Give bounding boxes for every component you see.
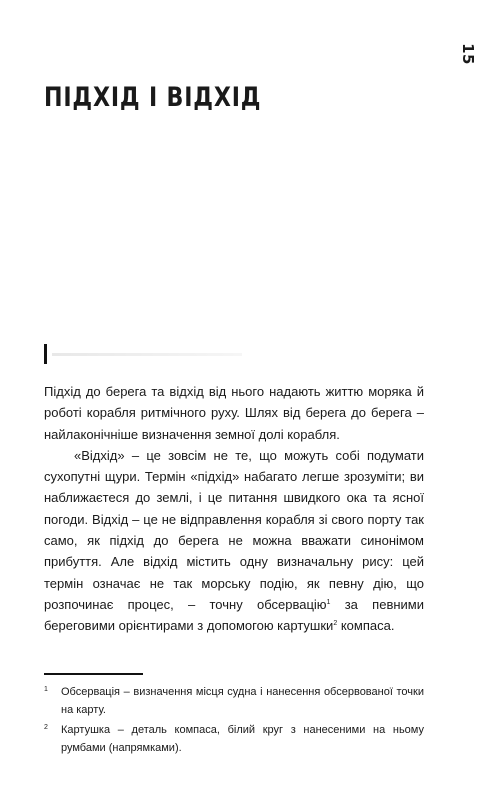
paragraph-2 [44,445,424,637]
body-text [44,381,424,637]
paragraph-2-text-3: компаса. [337,618,395,634]
footnote-ref-1: 1 [326,598,331,606]
section-marker-fade [52,353,242,356]
section-marker [44,344,47,364]
footnote-number: 2 [44,724,48,731]
page-number: 15 [459,43,477,65]
paragraph-1: Підхід до берега та відхід від нього надають життю моряка й роботі корабля ритмічного руху. Шлях від берега до берега – найлаконічніше визначення земної долі корабля. [44,384,424,442]
footnote-text: Картушка – деталь компаса, білий круг з нанесеними на ньому румбами (напрямками). [61,724,424,754]
footnote-text: Обсервація – визначення місця судна і нанесення обсервованої точки на карту. [61,686,424,716]
footnote-divider [44,673,143,675]
chapter-title: ПІДХІД І ВІДХІД [44,82,262,113]
footnote-ref-2: 2 [333,620,338,628]
footnote [44,684,424,719]
footnote-number: 1 [44,686,48,693]
paragraph-2-text-2: за певними береговими орієнтирами з допомогою картушки [44,596,424,634]
paragraph-2-text-1: «Відхід» – це зовсім не те, що можуть собі подумати сухопутні щури. Термін «підхід» набагато легше зрозуміти; ви наближаєтеся до землі, і це питання швидкого ока та ясної погоди. Відхід – це не відправлення корабля зі свого порту так само, як підхід до берега не можна вважати синонімом прибуття. Але відхід містить одну визначальну рису: цей термін означає не так морську подію, як певну дію, що розпочинає процес, – точну обсервацію [44,447,424,612]
footnotes [44,684,424,760]
footnote [44,722,424,757]
